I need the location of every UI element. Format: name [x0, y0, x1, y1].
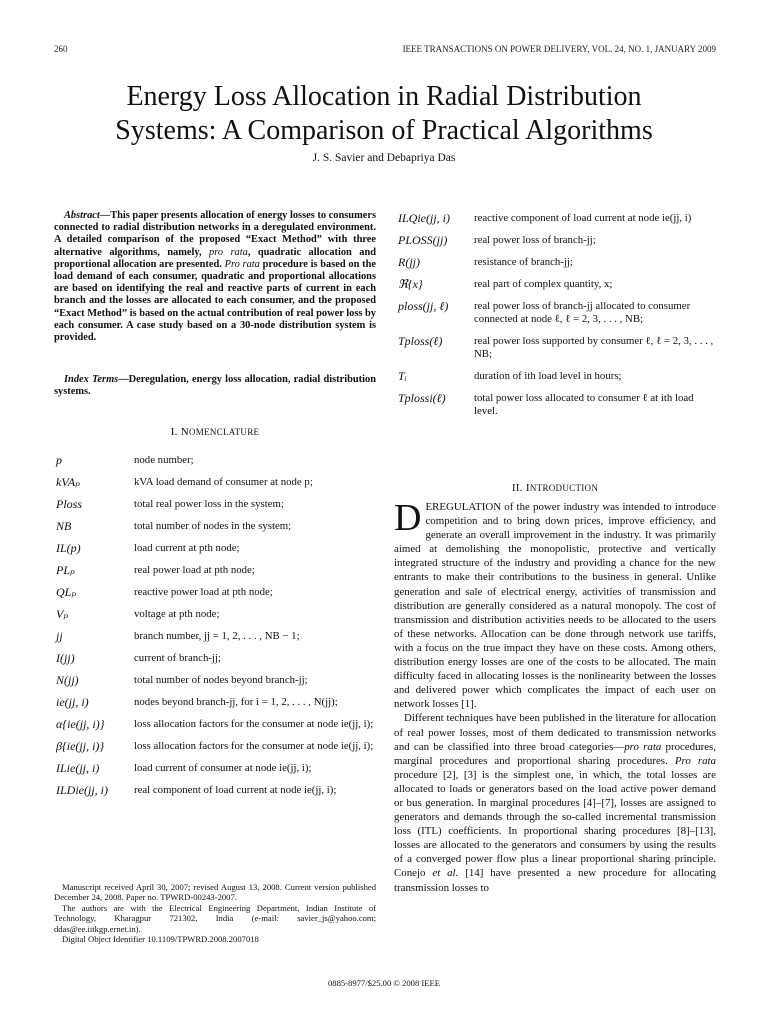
- nomenclature-description: loss allocation factors for the consumer at node ie(jj, i);: [134, 718, 374, 730]
- index-terms-text: Deregulation, energy loss allocation, radial distribution systems.: [54, 374, 376, 398]
- nomenclature-row: [398, 234, 718, 256]
- nomenclature-symbol: PLₚ: [56, 563, 75, 577]
- nomenclature-symbol: ie(jj, i): [56, 695, 89, 709]
- nomenclature-description: duration of ith load level in hours;: [474, 370, 622, 382]
- nomenclature-row: [56, 608, 378, 630]
- nomenclature-row: [398, 392, 718, 427]
- introduction-p2-pro-rata: pro rata: [624, 740, 662, 753]
- nomenclature-heading: [54, 426, 376, 438]
- drop-cap: D: [394, 497, 422, 539]
- abstract-pro-rata: pro rata: [209, 246, 248, 258]
- introduction-heading-rest: NTRODUCTION: [529, 483, 599, 493]
- nomenclature-symbol: ℜ{x}: [398, 277, 423, 291]
- nomenclature-row: [56, 652, 378, 674]
- nomenclature-row: [56, 762, 378, 784]
- abstract-dash: —: [99, 210, 111, 221]
- nomenclature-description: load current of consumer at node ie(jj, i);: [134, 762, 312, 774]
- introduction-p2-text-b: procedures, marginal procedures and proportional sharing procedures.: [394, 740, 716, 767]
- abstract-text-1: This paper presents allocation of energy losses to consumers connected to radial distribution networks in a deregulated environment. A detailed comparison of the proposed “Exact Method” with three alternative algorithms, namely,: [54, 210, 376, 258]
- nomenclature-description: real part of complex quantity, x;: [474, 278, 613, 290]
- nomenclature-symbol: β{ie(jj, i)}: [56, 739, 105, 753]
- nomenclature-heading-rest: OMENCLATURE: [189, 427, 260, 437]
- nomenclature-description: loss allocation factors for the consumer at node ie(jj, i);: [134, 740, 374, 752]
- nomenclature-row: [56, 564, 378, 586]
- nomenclature-symbol: Tploss(ℓ): [398, 334, 443, 348]
- index-terms-label: Index Terms: [64, 374, 119, 385]
- nomenclature-description: real power loss supported by consumer ℓ, ℓ = 2, 3, . . . , NB;: [474, 335, 714, 360]
- nomenclature-symbol: I(jj): [56, 651, 75, 665]
- nomenclature-symbol: Tplossi(ℓ): [398, 391, 446, 405]
- nomenclature-symbol: kVAₚ: [56, 475, 80, 489]
- nomenclature-description: kVA load demand of consumer at node p;: [134, 476, 313, 488]
- introduction-p2-et-al: et al.: [432, 867, 459, 880]
- footnote-manuscript: Manuscript received April 30, 2007; revised August 13, 2008. Current version published December 24, 2008. Paper no. TPWRD-00243-2007.: [54, 882, 376, 903]
- nomenclature-symbol: α{ie(jj, i)}: [56, 717, 105, 731]
- nomenclature-row: [56, 542, 378, 564]
- nomenclature-row: [398, 278, 718, 300]
- title-line-2: Systems: A Comparison of Practical Algorithms: [115, 115, 653, 146]
- footnote-doi: Digital Object Identifier 10.1109/TPWRD.2008.2007018: [62, 934, 259, 945]
- nomenclature-symbol: N(jj): [56, 673, 79, 687]
- nomenclature-row: [56, 718, 378, 740]
- nomenclature-description: resistance of branch-jj;: [474, 256, 573, 268]
- nomenclature-row: [398, 300, 718, 335]
- nomenclature-description: total power loss allocated to consumer ℓ at ith load level.: [474, 392, 694, 417]
- index-terms: [54, 374, 376, 398]
- nomenclature-symbol: ILQie(jj, i): [398, 211, 450, 225]
- nomenclature-left-table: [56, 454, 378, 806]
- nomenclature-symbol: Vₚ: [56, 607, 69, 621]
- nomenclature-symbol: Tᵢ: [398, 369, 407, 383]
- nomenclature-description: real power load at pth node;: [134, 564, 255, 576]
- nomenclature-symbol: ploss(jj, ℓ): [398, 299, 449, 313]
- nomenclature-row: [56, 476, 378, 498]
- introduction-paragraph-1: [394, 497, 716, 711]
- introduction-paragraph-2: [394, 711, 716, 894]
- nomenclature-description: current of branch-jj;: [134, 652, 221, 664]
- nomenclature-row: [398, 335, 718, 370]
- abstract-label: Abstract: [64, 210, 100, 221]
- abstract-pro-rata-2: Pro rata: [224, 258, 260, 270]
- abstract-text-3: procedure is based on the load demand of each consumer, quadratic and proportional allocations are based on identifying the real and reactive parts of current in each branch and the losses are allocated to each consumer, and the proposed “Exact Method” is based on the actual contribution of real power loss by each consumer. A case study based on a 30-node distribution system is provided.: [54, 258, 377, 344]
- nomenclature-row: [56, 784, 378, 806]
- footnote-affiliation: The authors are with the Electrical Engineering Department, Indian Institute of Technology, Kharagpur 721302, India (e-mail: savier_js@yahoo.com; ddas@ee.iitkgp.ernet.in).: [54, 902, 376, 934]
- nomenclature-symbol: R(jj): [398, 255, 420, 269]
- nomenclature-description: real power loss of branch-jj;: [474, 234, 596, 246]
- nomenclature-description: branch number, jj = 1, 2, . . . , NB − 1;: [134, 630, 300, 642]
- nomenclature-symbol: jj: [56, 629, 63, 643]
- nomenclature-row: [56, 630, 378, 652]
- introduction-p2-text-d: [14] have presented a new procedure for allocating transmission losses to: [394, 867, 717, 894]
- abstract-text-2: , quadratic allocation and proportional allocation are presented.: [54, 246, 377, 270]
- nomenclature-row: [398, 370, 718, 392]
- nomenclature-symbol: Ploss: [56, 497, 83, 511]
- nomenclature-row: [398, 212, 718, 234]
- nomenclature-description: real component of load current at node ie(jj, i);: [134, 784, 337, 796]
- nomenclature-symbol: NB: [56, 519, 72, 533]
- introduction-p2-text-c: procedure [2], [3] is the simplest one, in which, the total losses are allocated to loads or generators based on the load active power demand or bus generation. In marginal procedures [4]–[7], losses are assigned to generators and demands through the so-called incremental transmission loss (ITL) coefficients. In proportional sharing procedures [8]–[13], losses are allocated to the generators and consumers by using the results of a converged power flow plus a linear proportional sharing principle. Conejo: [394, 768, 716, 880]
- nomenclature-symbol: PLOSS(jj): [398, 233, 448, 247]
- introduction-p2-pro-rata-2: Pro rata: [674, 754, 716, 767]
- nomenclature-row: [56, 740, 378, 762]
- nomenclature-row: [56, 586, 378, 608]
- abstract: [54, 210, 376, 344]
- nomenclature-row: [56, 520, 378, 542]
- introduction-body: [394, 497, 717, 895]
- index-terms-dash: —: [118, 374, 129, 385]
- nomenclature-right-table: [398, 212, 718, 427]
- nomenclature-row: [398, 256, 718, 278]
- nomenclature-row: [56, 696, 378, 718]
- paper-title: [0, 80, 768, 148]
- nomenclature-row: [56, 498, 378, 520]
- introduction-p1-text: EREGULATION of the power industry was intended to introduce competition and to bring down prices, improve efficiency, and generate an overall improvement in the industry. It was primarily aimed at demolishing the monopolistic, protective and vertically integrated structure of the industry and providing a chance for the new entrants to make their contributions to the business in general. Unlike generation and sale of electrical energy, activities of transmission and distribution are generally considered as a natural monopoly. The cost of transmission and distribution activities needs to be allocated to the users of these networks. Allocation can be done through network use tariffs, with a focus on the true impact they have on these costs. Among others, distribution energy losses are one of the costs to be allocated. The main difficulty faced in allocating losses is the nonlinearity between the losses and delivered power which complicates the impact of each user on network losses [1].: [394, 501, 716, 711]
- nomenclature-description: total number of nodes in the system;: [134, 520, 292, 532]
- nomenclature-symbol: IL(p): [56, 541, 81, 555]
- nomenclature-symbol: ILie(jj, i): [56, 761, 100, 775]
- copyright: 0885-8977/$25.00 © 2008 IEEE: [327, 978, 441, 988]
- nomenclature-description: total number of nodes beyond branch-jj;: [134, 674, 308, 686]
- nomenclature-description: node number;: [134, 454, 194, 466]
- page-number: 260: [54, 44, 68, 54]
- nomenclature-symbol: p: [56, 453, 62, 467]
- nomenclature-description: real power loss of branch-jj allocated to consumer connected at node ℓ, ℓ = 2, 3, . . . , NB;: [474, 300, 691, 325]
- nomenclature-description: reactive power load at pth node;: [134, 586, 273, 598]
- introduction-heading-num: II. I: [511, 482, 530, 494]
- nomenclature-row: [56, 674, 378, 696]
- nomenclature-symbol: ILDie(jj, i): [56, 783, 108, 797]
- introduction-p2-text-a: Different techniques have been published in the literature for allocation of real power losses, most of them dedicated to transmission networks and can be classified into three broad categories—: [394, 712, 716, 753]
- nomenclature-symbol: QLₚ: [56, 585, 77, 599]
- journal-header: IEEE TRANSACTIONS ON POWER DELIVERY, VOL. 24, NO. 1, JANUARY 2009: [402, 44, 716, 54]
- nomenclature-description: voltage at pth node;: [134, 608, 220, 620]
- nomenclature-description: reactive component of load current at node ie(jj, i): [474, 212, 692, 224]
- authors: J. S. Savier and Debapriya Das: [312, 152, 456, 164]
- nomenclature-heading-num: I. N: [170, 426, 189, 438]
- title-line-1: Energy Loss Allocation in Radial Distribution: [126, 81, 642, 112]
- footnote: [54, 882, 376, 944]
- nomenclature-description: total real power loss in the system;: [134, 498, 284, 510]
- nomenclature-description: nodes beyond branch-jj, for i = 1, 2, . . . , N(jj);: [134, 696, 338, 708]
- nomenclature-row: [56, 454, 378, 476]
- nomenclature-description: load current at pth node;: [134, 542, 240, 554]
- introduction-heading: [394, 482, 716, 494]
